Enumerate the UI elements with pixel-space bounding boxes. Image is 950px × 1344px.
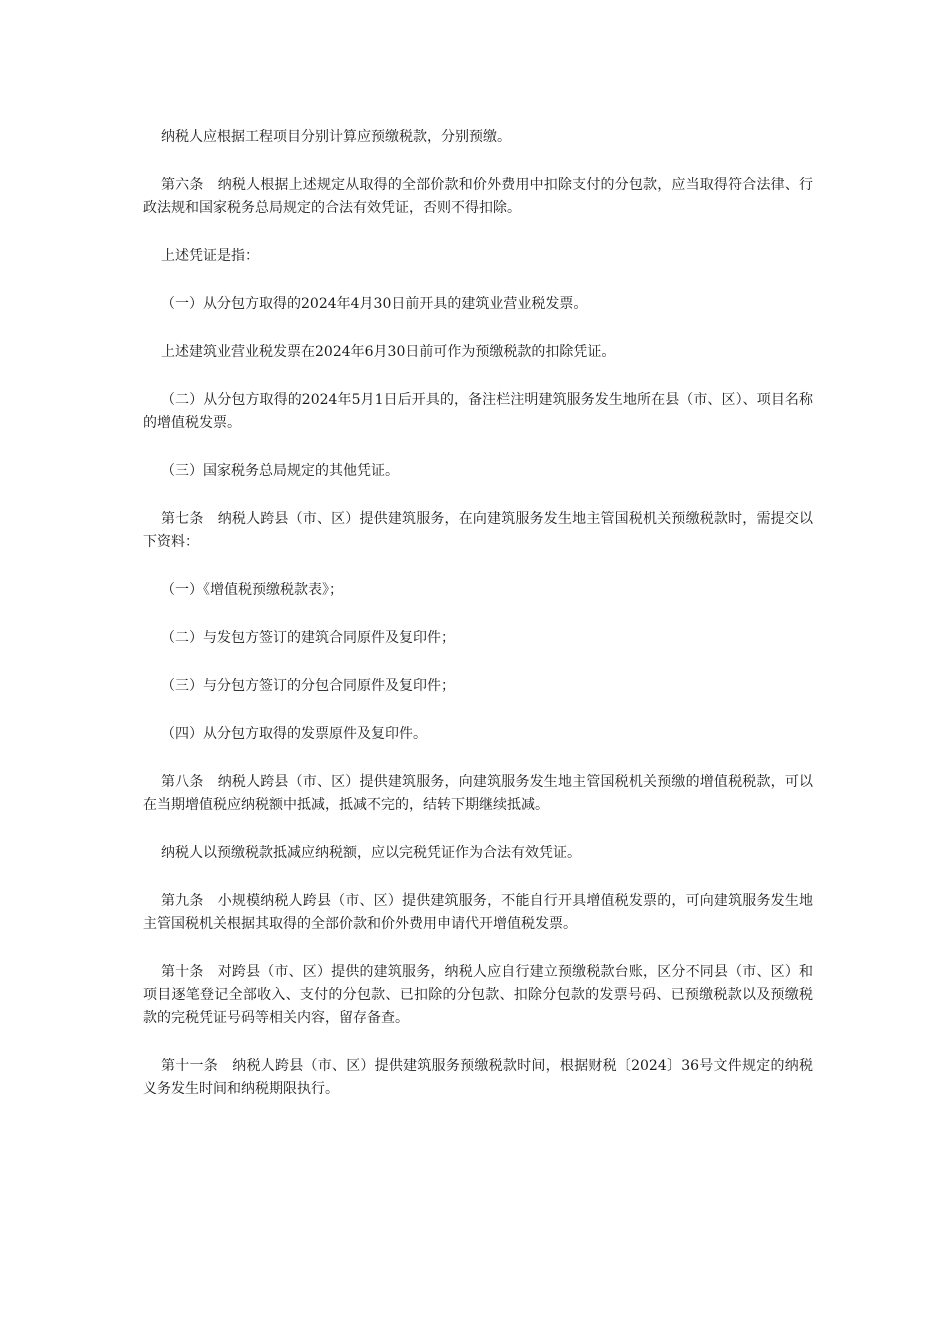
list-item: （三）与分包方签订的分包合同原件及复印件； <box>161 678 455 694</box>
list-item: （二）与发包方签订的建筑合同原件及复印件； <box>161 630 455 646</box>
article-8-paragraph: 第八条 纳税人跨县（市、区）提供建筑服务，向建筑服务发生地主管国税机关预缴的增值税税款，可以在当期增值税应纳税额中抵减，抵减不完的，结转下期继续抵减。 <box>143 774 813 813</box>
paragraph: 上述凭证是指： <box>161 248 259 264</box>
paragraph: 上述建筑业营业税发票在2024年6月30日前可作为预缴税款的扣除凭证。 <box>161 344 616 360</box>
article-11-paragraph: 第十一条 纳税人跨县（市、区）提供建筑服务预缴税款时间，根据财税〔2024〕36号文件规定的纳税义务发生时间和纳税期限执行。 <box>143 1058 813 1097</box>
paragraph: 纳税人应根据工程项目分别计算应预缴税款，分别预缴。 <box>161 129 511 145</box>
article-9-paragraph: 第九条 小规模纳税人跨县（市、区）提供建筑服务，不能自行开具增值税发票的，可向建筑服务发生地主管国税机关根据其取得的全部价款和价外费用申请代开增值税发票。 <box>143 893 813 932</box>
article-7-paragraph: 第七条 纳税人跨县（市、区）提供建筑服务，在向建筑服务发生地主管国税机关预缴税款时，需提交以下资料： <box>143 511 813 550</box>
document-body <box>143 126 813 1126</box>
article-10-paragraph: 第十条 对跨县（市、区）提供的建筑服务，纳税人应自行建立预缴税款台账，区分不同县（市、区）和项目逐笔登记全部收入、支付的分包款、已扣除的分包款、扣除分包款的发票号码、已预缴税款以及预缴税款的完税凭证号码等相关内容，留存备查。 <box>143 964 813 1026</box>
paragraph: 纳税人以预缴税款抵减应纳税额，应以完税凭证作为合法有效凭证。 <box>161 845 581 861</box>
list-item: （一）从分包方取得的2024年4月30日前开具的建筑业营业税发票。 <box>161 296 588 312</box>
article-6-paragraph: 第六条 纳税人根据上述规定从取得的全部价款和价外费用中扣除支付的分包款，应当取得符合法律、行政法规和国家税务总局规定的合法有效凭证，否则不得扣除。 <box>143 177 813 216</box>
list-item: （三）国家税务总局规定的其他凭证。 <box>161 463 399 479</box>
list-item: （一）《增值税预缴税款表》； <box>161 582 343 598</box>
list-item: （二）从分包方取得的2024年5月1日后开具的，备注栏注明建筑服务发生地所在县（市、区）、项目名称的增值税发票。 <box>143 392 813 431</box>
list-item: （四）从分包方取得的发票原件及复印件。 <box>161 726 427 742</box>
